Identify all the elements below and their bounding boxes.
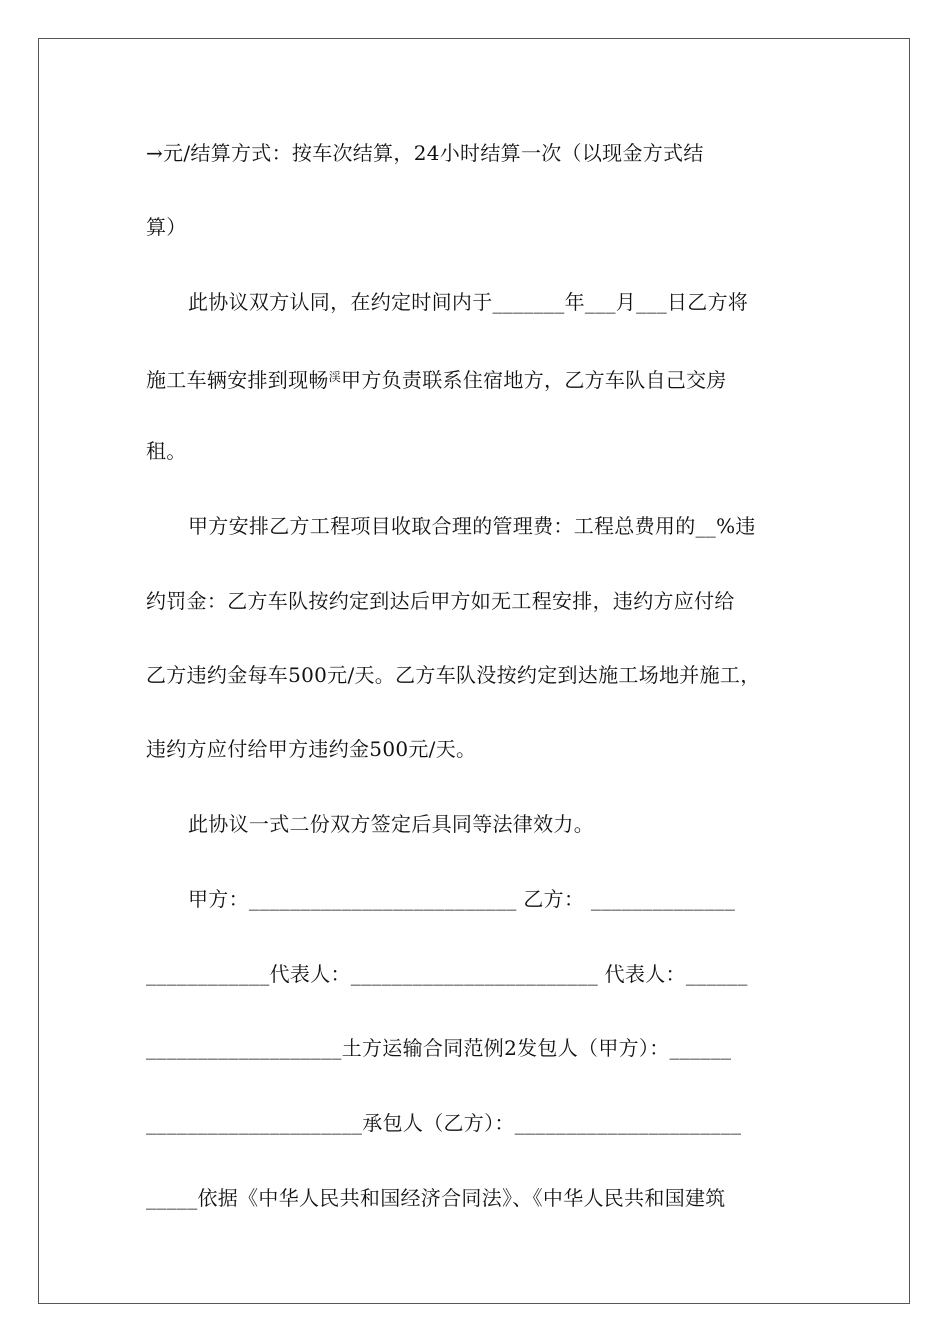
text-segment-b: 甲方负责联系住宿地方，乙方车队自己交房 xyxy=(341,368,727,392)
signature-line-2: ____________代表人：________________________ 代表人：______ xyxy=(146,962,748,986)
signature-line-4: _____________________承包人（乙方）：______________________ xyxy=(146,1111,742,1135)
text-segment-a: 施工车辆安排到现畅 xyxy=(146,368,329,392)
signature-line-3: ___________________土方运输合同范例2发包人（甲方）：______ xyxy=(146,1036,732,1060)
text-line-4 xyxy=(146,363,811,394)
text-line-8: 乙方违约金每车500元/天。乙方车队没按约定到达施工场地并施工， xyxy=(146,663,761,687)
text-line-5: 租。 xyxy=(146,439,187,463)
text-line-7: 约罚金：乙方车队按约定到达后甲方如无工程安排，违约方应付给 xyxy=(146,589,735,613)
text-line-1: →元/结算方式：按车次结算，24小时结算一次（以现金方式结 xyxy=(146,141,704,165)
signature-line-1: 甲方：__________________________ 乙方： ______________ xyxy=(188,887,736,911)
text-line-3: 此协议双方认同，在约定时间内于_______年___月___日乙方将 xyxy=(188,290,749,314)
text-line-11: _____依据《中华人民共和国经济合同法》、《中华人民共和国建筑 xyxy=(146,1186,726,1210)
text-line-9: 违约方应付给甲方违约金500元/天。 xyxy=(146,737,477,761)
text-line-6: 甲方安排乙方工程项目收取合理的管理费：工程总费用的__%违 xyxy=(188,514,756,538)
small-mark: 渓 xyxy=(328,370,342,384)
text-line-2: 算） xyxy=(146,215,187,239)
text-line-10: 此协议一式二份双方签定后具同等法律效力。 xyxy=(188,812,594,836)
